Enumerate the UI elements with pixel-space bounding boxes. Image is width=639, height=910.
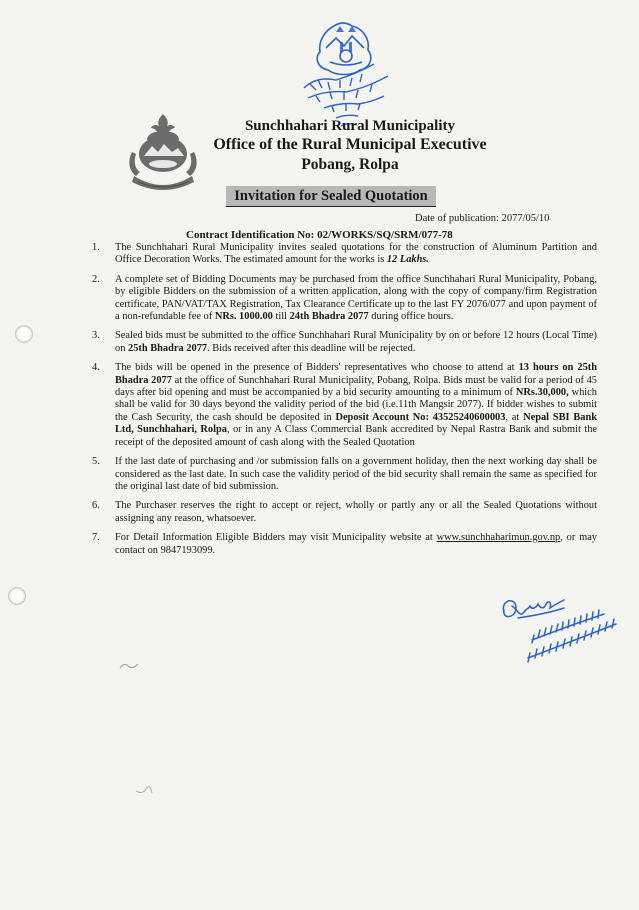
office-location: Pobang, Rolpa	[301, 156, 399, 173]
item-text: The Sunchhahari Rural Municipality invites sealed quotations for the construction of Aluminum Partition and Office Decoration Works. The estimated amount for the works is	[115, 242, 597, 266]
item-text: 13 hours on 25th Bhadra 2077	[115, 362, 598, 386]
item-text: Sealed bids must be submitted to the office Sunchhahari Rural Municipality by on or before 12 hours (Local Time) on	[115, 330, 597, 354]
item-text: NRs. 1000.00	[214, 311, 273, 323]
notice-item	[92, 274, 597, 324]
item-text: If the last date of purchasing and /or submission falls on a government holiday, then the next working day shall be considered as the last date. In such case the validity period of the bid security shall remain the same as specified for the original last date of bid submission.	[115, 456, 597, 492]
item-text: , or may contact on 9847193099.	[115, 532, 598, 556]
item-number: 5.	[92, 456, 100, 468]
item-text: , or in any A Class Commercial Bank accredited by Nepal Rastra Bank and submit the receipt of the deposited amount of cash along with the Sealed Quotation	[115, 424, 597, 448]
item-text: NRs.30,000,	[515, 387, 569, 399]
item-number: 3.	[92, 330, 100, 342]
publication-date: Date of publication: 2077/05/10	[415, 213, 550, 224]
page-mark	[134, 785, 154, 797]
item-text: Nepal SBI Bank Ltd, Sunchhahari, Rolpa	[115, 411, 598, 436]
item-number: 1.	[92, 242, 100, 253]
website-link[interactable]: www.sunchhaharimun.gov.np	[436, 532, 561, 544]
item-number: 6.	[92, 500, 100, 512]
item-text: The Purchaser reserves the right to accept or reject, wholly or partly any or all the Sealed Quotations without assigning any reason, whatsoever.	[115, 500, 597, 524]
notice-item	[92, 532, 597, 557]
notice-item	[92, 456, 597, 493]
notice-item	[92, 242, 597, 267]
item-text: which shall be valid for 30 days beyond the validity period of the bid (i.e.11th Mangsir 2077). If bidder wishes to submit the Cash Security, the cash should be deposited in	[115, 387, 597, 423]
municipality-name: Sunchhahari Rural Municipality	[244, 118, 456, 134]
punch-hole-bottom	[8, 587, 26, 605]
notice-title: Invitation for Sealed Quotation	[226, 186, 436, 207]
item-text: during office hours.	[368, 311, 454, 323]
notice-items-list	[92, 242, 597, 564]
item-text: 25th Bhadra 2077	[128, 342, 208, 354]
item-text: The bids will be opened in the presence of Bidders' representatives who choose to attend at	[115, 362, 519, 374]
notice-item	[92, 500, 597, 525]
item-number: 2.	[92, 273, 100, 285]
nepal-emblem-logo	[124, 112, 202, 192]
officer-signature-stamp	[498, 596, 623, 676]
item-text: 12 Lakhs.	[386, 254, 430, 266]
punch-hole-top	[15, 325, 33, 343]
notice-item	[92, 362, 597, 449]
item-text: . Bids received after this deadline will be rejected.	[207, 342, 416, 354]
item-number: 4.	[92, 362, 100, 374]
notice-item	[92, 330, 597, 355]
item-text: Deposit Account No: 43525240600003	[335, 411, 506, 423]
item-text: A complete set of Bidding Documents may be purchased from the office Sunchhahari Rural Municipality, Pobang, by eligible Bidders on the submission of a written application, along with the copy of company/firm Registration certificate, PAN/VAT/TAX Registration, Tax Clearance Certificate up to the last FY 2076/077 and upon payment of a non-refundable fee of	[115, 273, 597, 323]
item-number: 7.	[92, 532, 100, 544]
contract-identification: Contract Identification No: 02/WORKS/SQ/SRM/077-78	[186, 229, 453, 241]
page-mark	[118, 660, 140, 672]
item-text: For Detail Information Eligible Bidders may visit Municipality website at	[115, 532, 437, 544]
item-text: at the office of Sunchhahari Rural Municipality, Pobang, Rolpa. Bids must be valid for a period of 45 days after bid opening and must be accompanied by a bid security amounting to a minimum of	[115, 374, 597, 399]
item-text: till	[272, 311, 290, 323]
office-name: Office of the Rural Municipal Executive	[213, 136, 487, 153]
item-text: 24th Bhadra 2077	[289, 311, 369, 323]
item-text: , at	[505, 411, 524, 423]
